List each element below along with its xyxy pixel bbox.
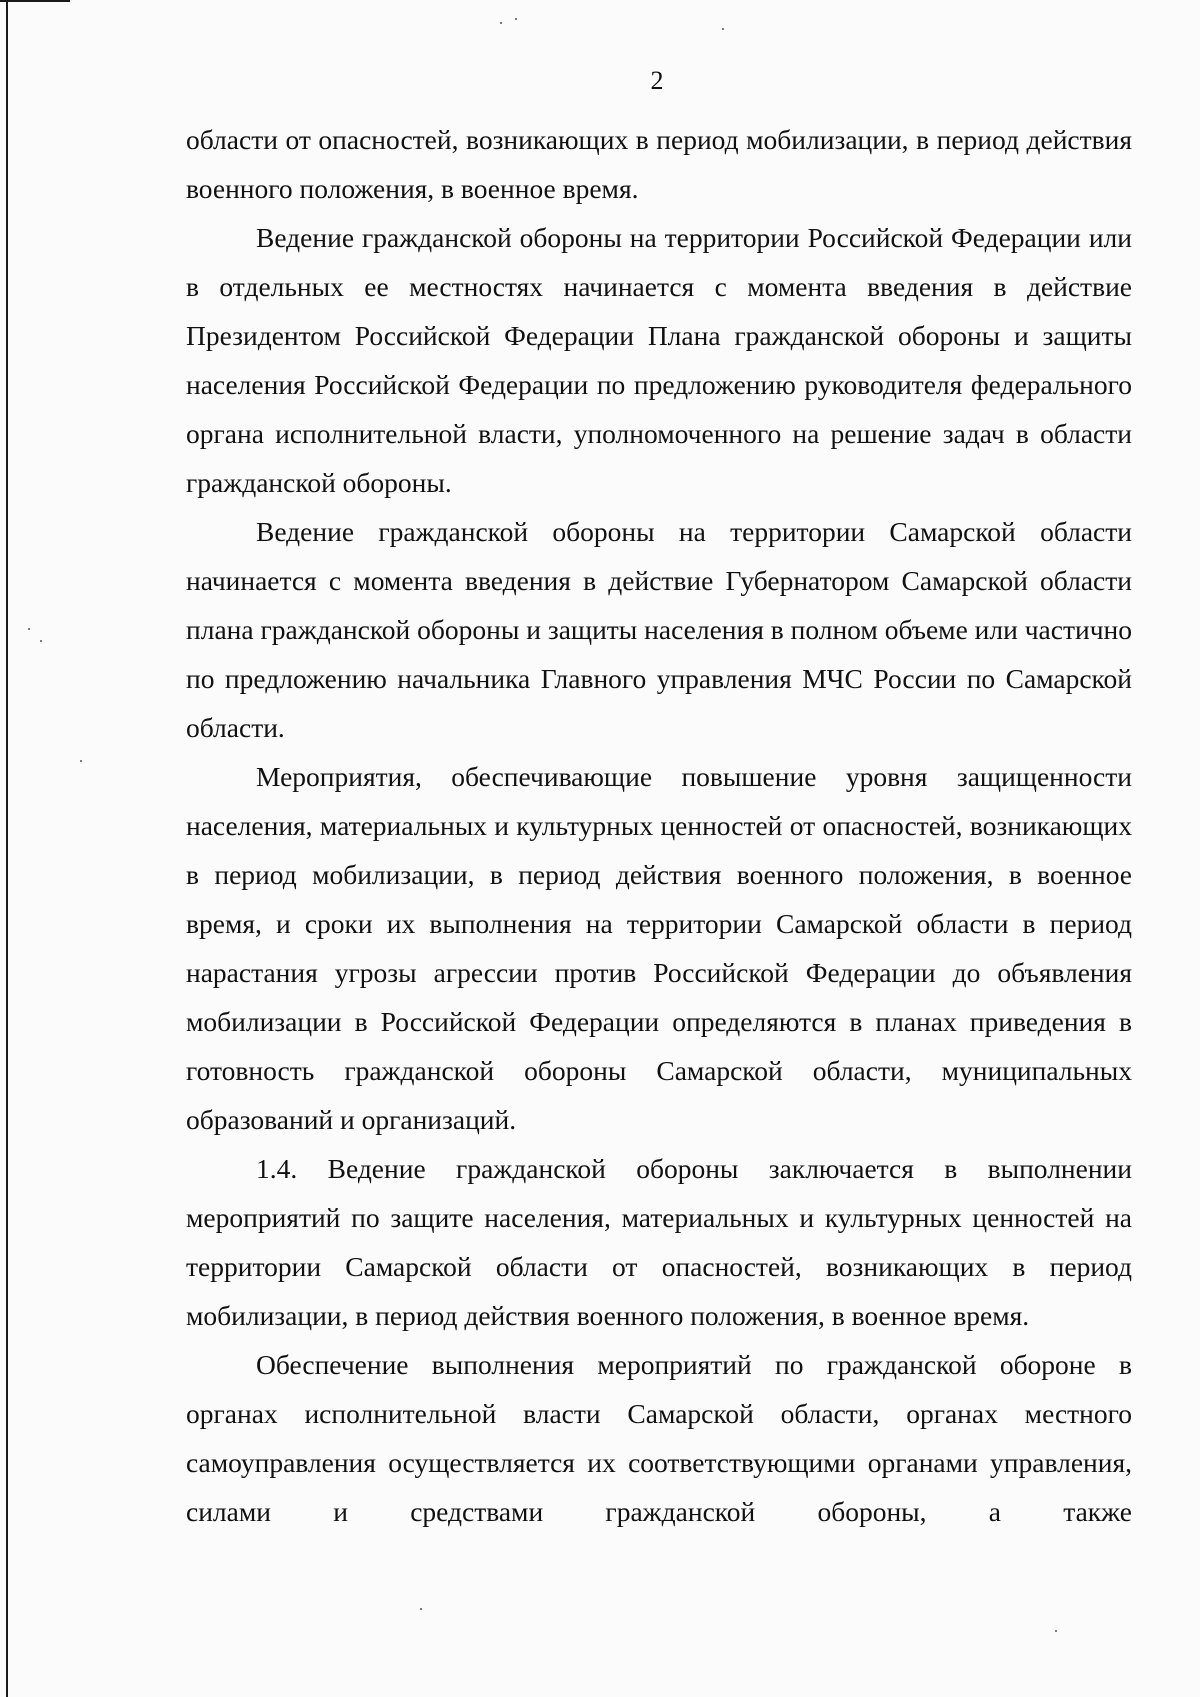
scan-left-edge xyxy=(6,0,8,1697)
scan-speck xyxy=(500,22,502,24)
scan-speck xyxy=(420,1608,422,1610)
paragraph: области от опасностей, возникающих в период мобилизации, в период действия военного положения, в военное время. xyxy=(186,124,1132,204)
scan-speck xyxy=(80,760,82,762)
paragraph: Ведение гражданской обороны на территории Самарской области начинается с момента введения в действие Губернатором Самарской области плана гражданской обороны и защиты населения в полном объеме или частично по предложению начальника Главного управления МЧС России по Самарской области. xyxy=(186,516,1132,743)
paragraph: Обеспечение выполнения мероприятий по гражданской обороне в органах исполнительной власти Самарской области, органах местного самоуправления осуществляется их соответствующими органами управления, силами и средствами гражданской обороны, а также xyxy=(186,1349,1132,1527)
paragraph: Ведение гражданской обороны на территории Российской Федерации или в отдельных ее местностях начинается с момента введения в действие Президентом Российской Федерации Плана гражданской обороны и защиты населения Российской Федерации по предложению руководителя федерального органа исполнительной власти, уполномоченного на решение задач в области гражданской обороны. xyxy=(186,222,1132,498)
scan-speck xyxy=(28,628,30,630)
document-body xyxy=(186,115,1132,1536)
scan-speck xyxy=(1055,1630,1057,1632)
scan-top-edge xyxy=(0,0,70,2)
scan-speck xyxy=(722,28,724,30)
scan-speck xyxy=(515,18,517,20)
paragraph: Мероприятия, обеспечивающие повышение уровня защищенности населения, материальных и культурных ценностей от опасностей, возникающих в период мобилизации, в период действия военного положения, в военное время, и сроки их выполнения на территории Самарской области в период нарастания угрозы агрессии против Российской Федерации до объявления мобилизации в Российской Федерации определяются в планах приведения в готовность гражданской обороны Самарской области, муниципальных образований и организаций. xyxy=(186,761,1132,1135)
scan-speck xyxy=(40,640,42,642)
page-number: 2 xyxy=(650,66,664,95)
paragraph: 1.4. Ведение гражданской обороны заключается в выполнении мероприятий по защите населения, материальных и культурных ценностей на территории Самарской области от опасностей, возникающих в период мобилизации, в период действия военного положения, в военное время. xyxy=(186,1153,1132,1331)
